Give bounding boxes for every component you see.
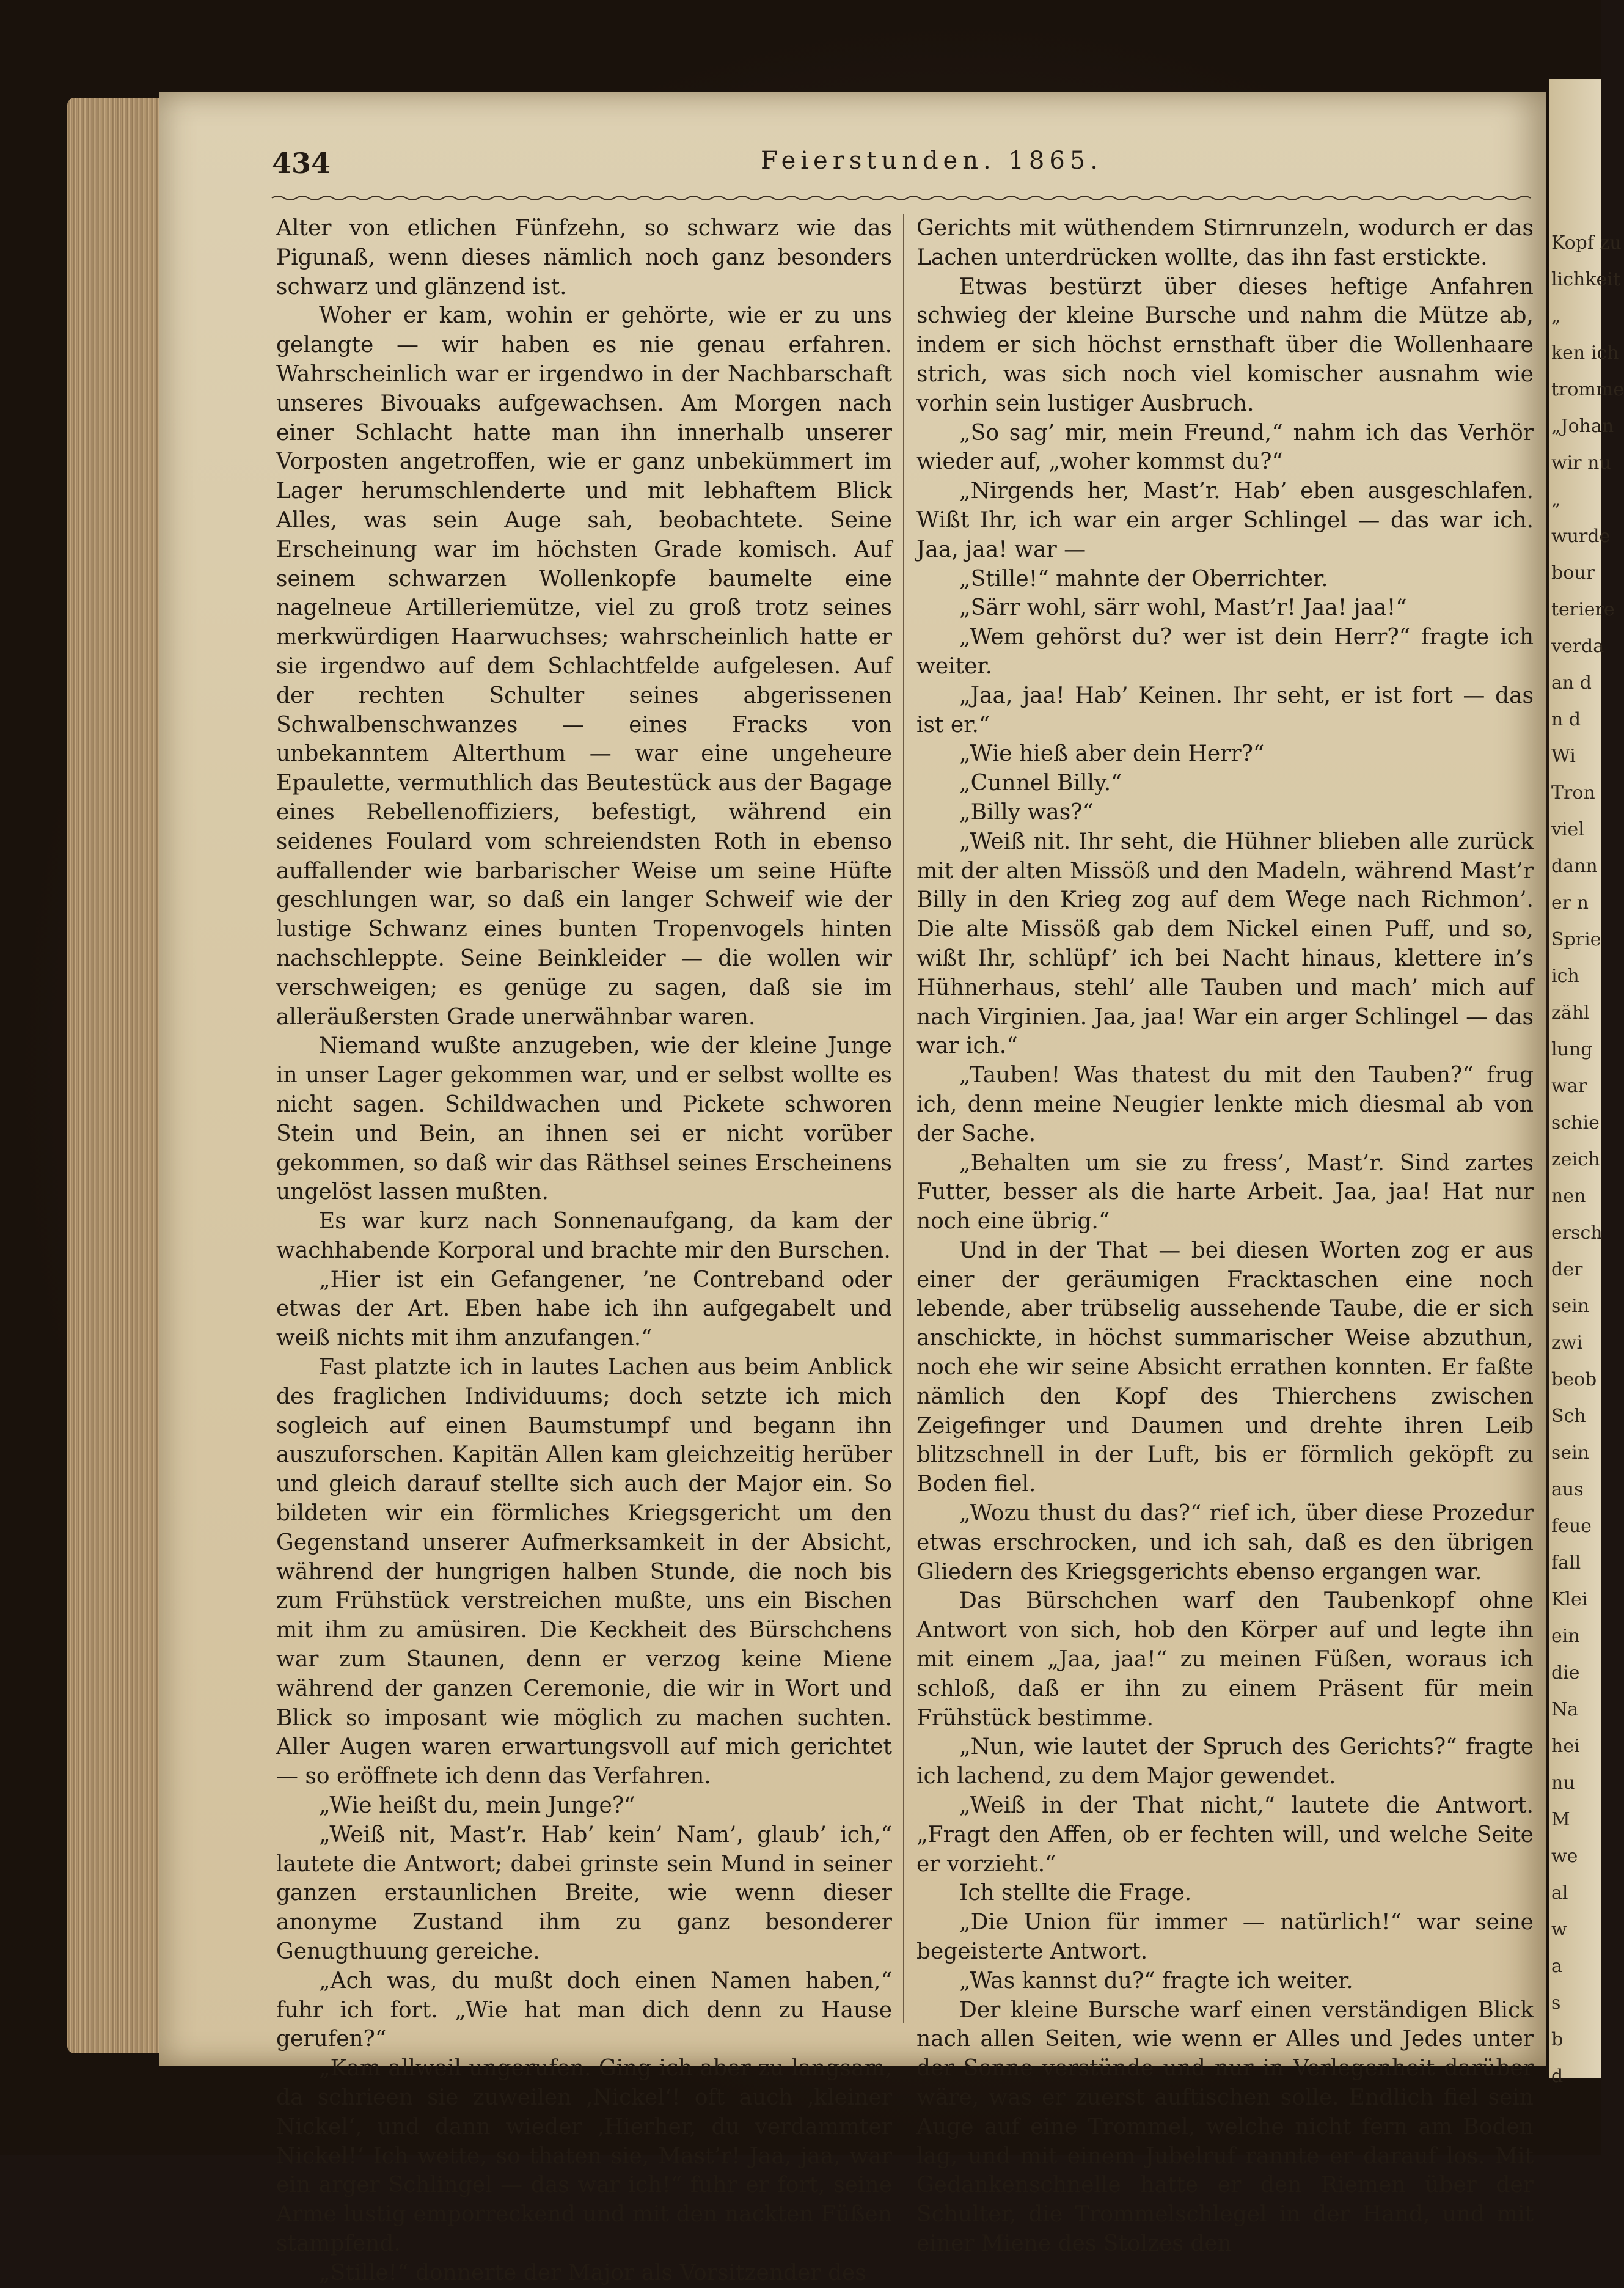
paragraph: Woher er kam, wohin er gehörte, wie er zu uns gelangte — wir haben es nie genau erfahren. Wahrscheinlich war er irgendwo in der Nachbarschaft unseres Bivouaks aufgewachsen. Am Morgen nach einer Schlacht hatte man ihn innerhalb unserer Vorposten angetroffen, wie er ganz unbekümmert im Lager herumschlenderte und mit lebhaftem Blick Alles, was sein Auge sah, beobachtete. Seine Erscheinung war im höchsten Grade komisch. Auf seinem schwarzen Wollenkopfe baumelte eine nagelneue Artilleriemütze, viel zu groß trotz seines merkwürdigen Haarwuchses; wahrscheinlich hatte er sie irgendwo auf dem Schlachtfelde aufgelesen. Auf der rechten Schulter seines abgerissenen Schwalbenschwanzes — eines Fracks von unbekanntem Alterthum — war eine ungeheure Epaulette, vermuthlich das Beutestück aus der Bagage eines Rebellenoffiziers, befestigt, während ein seidenes Foulard vom schreiendsten Roth in ebenso auffallender wie barbarischer Weise um seine Hüfte geschlungen war, so daß ein langer Schweif wie der lustige Schwanz eines bunten Tropenvogels hinten nachschleppte. Seine Beinkleider — die wollen wir verschweigen; es genüge zu sagen, daß sie im alleräußersten Grade unerwähnbar waren. (276, 303, 892, 1030)
next-page-snippet: lung (1551, 1039, 1593, 1060)
next-page-snippet: der (1551, 1259, 1583, 1280)
next-page-snippet: w (1551, 1919, 1567, 1940)
paragraph: „So sag’ mir, mein Freund,“ nahm ich das Verhör wieder auf, „woher kommst du?“ (916, 420, 1534, 475)
next-page-snippet: verda (1551, 636, 1604, 657)
paragraph: „Weiß nit. Ihr seht, die Hühner blieben alle zurück mit der alten Missöß und den Madeln, während Mast’r Billy in den Krieg zog auf dem Wege nach Richmon’. Die alte Missöß gab dem Nickel einen Puff, und so, wißt Ihr, schlüpf’ ich bei Nacht hinaus, klettere in’s Hühnerhaus, stehl’ alle Tauben und mach’ mich auf nach Virginien. Jaa, jaa! War ein arger Schlingel — das war ich.“ (916, 829, 1534, 1059)
paragraph: „Ach was, du mußt doch einen Namen haben,“ fuhr ich fort. „Wie hat man dich denn zu Hause gerufen?“ (276, 1968, 892, 2052)
next-page-snippet: aus (1551, 1479, 1584, 1500)
next-page-snippet: d (1551, 2066, 1564, 2087)
next-page-snippet: sein (1551, 1296, 1590, 1317)
paragraph: „Billy was?“ (959, 799, 1094, 825)
paragraph: „Wie heißt du, mein Junge?“ (319, 1793, 635, 1819)
next-page-snippet: al (1551, 1882, 1568, 1904)
paragraph: „Behalten um sie zu fress’, Mast’r. Sind zartes Futter, besser als die harte Arbeit. Jaa, jaa! Hat nur noch eine übrig.“ (916, 1150, 1534, 1234)
paragraph: „Stille!“ donnerte der Major als Vorsitzender des (319, 2260, 866, 2286)
next-page-snippet: ersch (1551, 1222, 1603, 1244)
next-page-snippet: Tron (1551, 782, 1595, 804)
next-page-snippet: „Johan (1551, 416, 1614, 437)
paragraph: Und in der That — bei diesen Worten zog er aus einer der geräumigen Fracktaschen eine noch lebende, aber trübselig aussehende Taube, die er sich anschickte, in höchst summarischer Weise abzuthun, noch ehe wir seine Absicht errathen konnten. Er faßte nämlich den Kopf des Thierchens zwischen Zeigefinger und Daumen und drehte ihren Leib blitzschnell in der Luft, bis er förmlich geköpft zu Boden fiel. (916, 1238, 1534, 1497)
next-page-snippet: Na (1551, 1699, 1579, 1720)
paragraph: „Was kannst du?“ fragte ich weiter. (959, 1968, 1353, 1993)
paragraph: Ich stellte die Frage. (959, 1880, 1192, 1906)
next-page-snippet: „ (1551, 306, 1561, 327)
next-page-snippet: s (1551, 1992, 1561, 2014)
paragraph: Etwas bestürzt über dieses heftige Anfahren schwieg der kleine Bursche und nahm die Mütze ab, indem er sich höchst ernsthaft über die Wollenhaare strich, was sich noch viel komischer ausnahm wie vorhin sein lustiger Ausbruch. (916, 274, 1534, 416)
next-page-snippet: fall (1551, 1552, 1581, 1574)
next-page-snippet: Sprie (1551, 929, 1601, 950)
paragraph: Das Bürschchen warf den Taubenkopf ohne Antwort von sich, hob den Körper auf und legte ihn mit einem „Jaa, jaa!“ zu meinen Füßen, woraus ich schloß, daß er ihn zu einem Präsent für mein Frühstück bestimme. (916, 1588, 1534, 1731)
next-page-snippet: die (1551, 1662, 1580, 1684)
paragraph: Niemand wußte anzugeben, wie der kleine Junge in unser Lager gekommen war, und er selbst wollte es nicht sagen. Schildwachen und Pickete schworen Stein und Bein, an ihnen sei er nicht vorüber gekommen, so daß wir das Räthsel seines Erscheinens ungelöst lassen mußten. (276, 1033, 892, 1205)
next-page-snippet: lichkeit (1551, 269, 1620, 290)
next-page-snippet: wir nu (1551, 452, 1611, 474)
next-page-snippet: viel (1551, 819, 1584, 840)
page-edges (67, 98, 171, 2053)
next-page-snippet: b (1551, 2029, 1564, 2050)
paragraph: „Jaa, jaa! Hab’ Keinen. Ihr seht, er ist fort — das ist er.“ (916, 683, 1534, 738)
next-page-snippet: „ (1551, 489, 1561, 510)
next-page-snippet: ich (1551, 966, 1579, 987)
next-page-snippet: M (1551, 1809, 1570, 1830)
next-page-snippet: sein (1551, 1442, 1590, 1464)
next-page-snippet: nu (1551, 1772, 1575, 1794)
next-page-snippet: a (1551, 1956, 1562, 1977)
next-page-snippet: bour (1551, 562, 1595, 584)
paragraph: Es war kurz nach Sonnenaufgang, da kam der wachhabende Korporal und brachte mir den Burschen. (276, 1209, 892, 1263)
next-page-snippet: zeich (1551, 1149, 1600, 1170)
next-page-snippet: dann (1551, 856, 1598, 877)
next-page-snippet: tromme (1551, 379, 1624, 400)
next-page-snippet: beob (1551, 1369, 1597, 1390)
next-page-snippet: Klei (1551, 1589, 1588, 1610)
next-page-fragment (1549, 79, 1624, 2087)
next-page-snippet: n d (1551, 709, 1581, 730)
right-column (916, 214, 1534, 2259)
page-header (272, 147, 1531, 189)
next-page-snippet: feue (1551, 1516, 1592, 1537)
next-page-snippet: Wi (1551, 746, 1576, 767)
left-column (276, 214, 892, 2288)
next-page-snippet: wurde (1551, 526, 1611, 547)
next-page-snippet: zwi (1551, 1332, 1583, 1354)
running-title: Feierstunden. 1865. (761, 147, 1103, 175)
paragraph: „Weiß in der That nicht,“ lautete die Antwort. „Fragt den Affen, ob er fechten will, und welche Seite er vorzieht.“ (916, 1793, 1534, 1877)
paragraph: „Wie hieß aber dein Herr?“ (959, 741, 1265, 767)
paragraph: „Stille!“ mahnte der Oberrichter. (959, 566, 1328, 592)
paragraph: „Die Union für immer — natürlich!“ war seine begeisterte Antwort. (916, 1910, 1534, 1965)
paragraph: „Weiß nit, Mast’r. Hab’ kein’ Nam’, glaub’ ich,“ lautete die Antwort; dabei grinste sein Mund in seiner ganzen erstaunlichen Breite, wie wenn dieser anonyme Zustand ihm zu ganz besonderer Genugthuung gereiche. (276, 1822, 892, 1965)
paragraph: „Kam allweil ungerufen. Ging ich aber zu langsam, da schrieen sie zuweilen ‚Nickel‘! oft auch ‚kleiner Nickel‘, und dann wieder ‚Hierher, du verdammter Nickel!‘ Ich wette, so thaten sie, Mast’r! Jaa, jaa, war ein arger Schlingel — das war ich!“ fuhr er fort, seine Arme lustig emporreckend und mit den nackten Füßen stampfend. (276, 2056, 892, 2256)
paragraph: „Wozu thust du das?“ rief ich, über diese Prozedur etwas erschrocken, und ich sah, daß es den übrigen Gliedern des Kriegsgerichts ebenso ergangen war. (916, 1501, 1534, 1585)
paragraph: „Cunnel Billy.“ (959, 771, 1122, 796)
paragraph: Der kleine Bursche warf einen verständigen Blick nach allen Seiten, wie wenn er Alles und Jedes unter der Sonne verstünde und nur in Verlegenheit darüber wäre, was er zuerst auftischen solle. Endlich fiel sein Auge auf eine Trommel, welche nicht fern am Boden lag, und mit einem Jubelruf rannte er darauf los. Mit Gedankenschnelle hatte er den Riemen über der Schulter, die Trommelschlegel in der Hand, und mit einer Miene des Stolzes den (916, 1997, 1534, 2256)
next-page-snippet: nen (1551, 1186, 1586, 1207)
next-page-snippet: an d (1551, 672, 1592, 694)
next-page-snippet: zähl (1551, 1002, 1590, 1024)
paragraph: Fast platzte ich in lautes Lachen aus beim Anblick des fraglichen Individuums; doch setzte ich mich sogleich auf einen Baumstumpf und begann ihn auszuforschen. Kapitän Allen kam gleichzeitig herüber und gleich darauf stellte sich auch der Major ein. So bildeten wir ein förmliches Kriegsgericht um den Gegenstand unserer Aufmerksamkeit in der Absicht, während der hungrigen halben Stunde, die noch bis zum Frühstück verstreichen mußte, uns ein Bischen mit ihm zu amüsiren. Die Keckheit des Bürschchens war zum Staunen, denn er verzog keine Miene während der ganzen Ceremonie, die wir in Wort und Blick so imposant wie möglich zu machen suchten. Aller Augen waren erwartungsvoll auf mich gerichtet — so eröffnete ich denn das Verfahren. (276, 1355, 892, 1789)
paragraph: „Nun, wie lautet der Spruch des Gerichts?“ fragte ich lachend, zu dem Major gewendet. (916, 1734, 1534, 1789)
next-page-snippet: Sch (1551, 1406, 1586, 1427)
paragraph: „Wem gehörst du? wer ist dein Herr?“ fragte ich weiter. (916, 625, 1534, 679)
column-divider (903, 214, 904, 2023)
paragraph: „Särr wohl, särr wohl, Mast’r! Jaa! jaa!“ (959, 595, 1407, 621)
next-page-snippet: er n (1551, 892, 1589, 914)
next-page-snippet: war (1551, 1076, 1587, 1097)
next-page-snippet: ken ich (1551, 342, 1619, 364)
page-number: 434 (272, 147, 331, 180)
next-page-snippet: hei (1551, 1736, 1580, 1757)
next-page-snippet: schie (1551, 1112, 1600, 1134)
next-page-snippet: teriere (1551, 599, 1615, 620)
paragraph: Gerichts mit wüthendem Stirnrunzeln, wodurch er das Lachen unterdrücken wollte, das ihn fast erstickte. (916, 216, 1534, 270)
next-page-snippet: ein (1551, 1626, 1580, 1647)
paragraph: „Nirgends her, Mast’r. Hab’ eben ausgeschlafen. Wißt Ihr, ich war ein arger Schlingel — das war ich. Jaa, jaa! war — (916, 479, 1534, 562)
paragraph: „Hier ist ein Gefangener, ’ne Contreband oder etwas der Art. Eben habe ich ihn aufgegabelt und weiß nichts mit ihm anzufangen.“ (276, 1267, 892, 1351)
paragraph: Alter von etlichen Fünfzehn, so schwarz wie das Pigunaß, wenn dieses nämlich noch ganz besonders schwarz und glänzend ist. (276, 216, 892, 299)
next-page-snippet: Kopf zu (1551, 232, 1622, 254)
header-rule (272, 194, 1531, 202)
next-page-snippet: we (1551, 1846, 1578, 1867)
paragraph: „Tauben! Was thatest du mit den Tauben?“ frug ich, denn meine Neugier lenkte mich diesmal ab von der Sache. (916, 1063, 1534, 1146)
